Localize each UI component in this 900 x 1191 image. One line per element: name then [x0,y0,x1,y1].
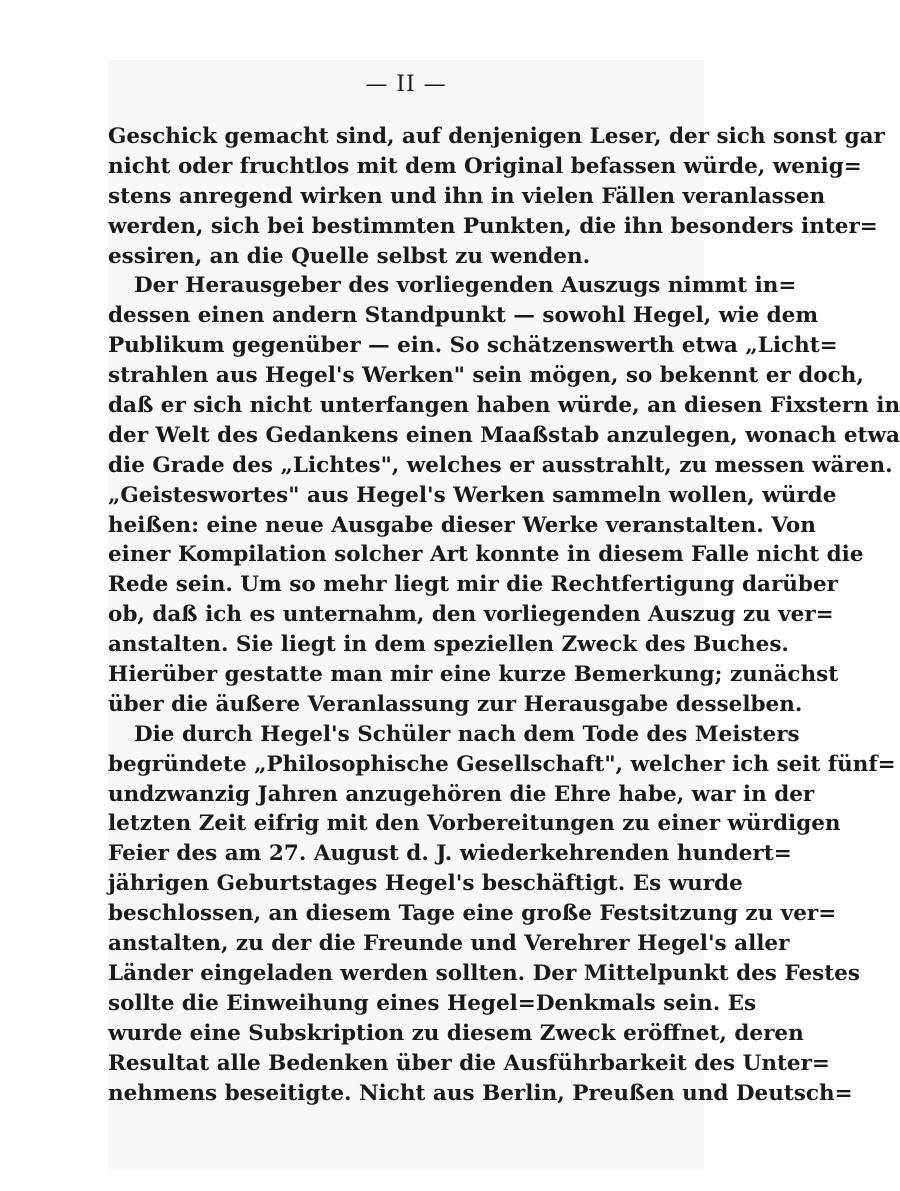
text-line: undzwanzig Jahren anzugehören die Ehre habe, war in der [108,781,815,807]
text-line: der Welt des Gedankens einen Maaßstab anzulegen, wonach etwa [108,422,900,448]
text-line: essiren, an die Quelle selbst zu wenden. [108,243,591,269]
text-line: nehmens beseitigte. Nicht aus Berlin, Preußen und Deutsch= [108,1080,853,1106]
body-text [108,122,900,1108]
text-line: Rede sein. Um so mehr liegt mir die Rechtfertigung darüber [108,572,838,598]
text-line: Hierüber gestatte man mir eine kurze Bemerkung; zunächst [108,662,839,688]
text-line: beschlossen, an diesem Tage eine große Festsitzung zu ver= [108,901,837,927]
text-line: Resultat alle Bedenken über die Ausführbarkeit des Unter= [108,1050,830,1076]
text-line: die Grade des „Lichtes", welches er ausstrahlt, zu messen wären. [108,452,893,478]
text-line: strahlen aus Hegel's Werken" sein mögen, so bekennt er doch, [108,363,864,389]
text-line: heißen: eine neue Ausgabe dieser Werke veranstalten. Von [108,512,816,538]
text-line: anstalten. Sie liegt in dem speziellen Zweck des Buches. [108,632,789,658]
text-line: ob, daß ich es unternahm, den vorliegenden Auszug zu ver= [108,602,834,628]
text-line: daß er sich nicht unterfangen haben würde, an diesen Fixstern in [108,393,900,419]
text-line: Publikum gegenüber — ein. So schätzenswerth etwa „Licht= [108,333,838,359]
text-line: Die durch Hegel's Schüler nach dem Tode des Meisters [134,721,800,747]
text-line: anstalten, zu der die Freunde und Verehrer Hegel's aller [108,931,790,957]
text-line: nicht oder fruchtlos mit dem Original befassen würde, wenig= [108,153,862,179]
text-line: „Geisteswortes" aus Hegel's Werken sammeln wollen, würde [108,482,837,508]
text-line: Feier des am 27. August d. J. wiederkehrenden hundert= [108,841,792,867]
text-line: Länder eingeladen werden sollten. Der Mittelpunkt des Festes [108,960,860,986]
text-line: wurde eine Subskription zu diesem Zweck eröffnet, deren [108,1020,804,1046]
text-line: einer Kompilation solcher Art konnte in diesem Falle nicht die [108,542,864,568]
text-line: sollte die Einweihung eines Hegel=Denkmals sein. Es [108,990,757,1016]
text-line: dessen einen andern Standpunkt — sowohl Hegel, wie dem [108,303,819,329]
text-line: begründete „Philosophische Gesellschaft", welcher ich seit fünf= [108,751,896,777]
text-line: jährigen Geburtstages Hegel's beschäftigt. Es wurde [108,871,743,897]
text-line: über die äußere Veranlassung zur Herausgabe desselben. [108,691,803,717]
text-line: Geschick gemacht sind, auf denjenigen Leser, der sich sonst gar [108,124,885,149]
text-line: letzten Zeit eifrig mit den Vorbereitungen zu einer würdigen [108,811,841,837]
text-line: werden, sich bei bestimmten Punkten, die ihn besonders inter= [108,213,878,239]
text-line: Der Herausgeber des vorliegenden Auszugs nimmt in= [134,273,797,299]
page-number-header: — II — [365,72,447,97]
document-page [108,60,900,1170]
text-line: stens anregend wirken und ihn in vielen Fällen veranlassen [108,183,826,209]
